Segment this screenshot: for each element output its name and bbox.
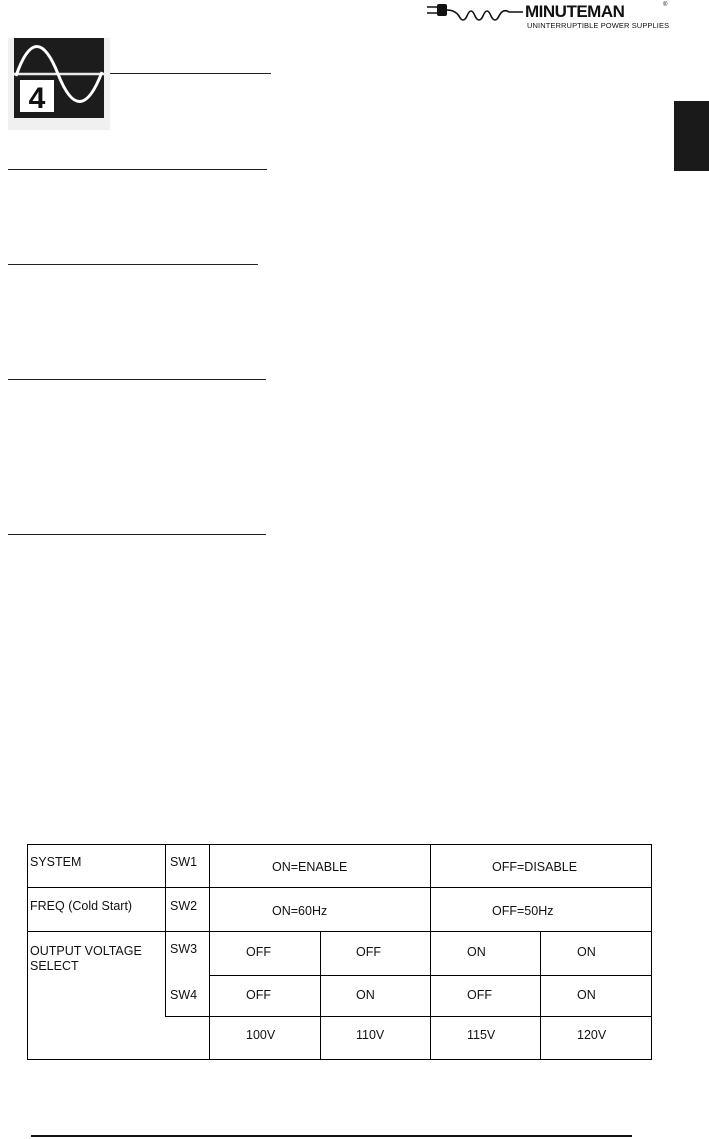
sw2-label: SW2 — [170, 899, 198, 913]
registered-mark: ® — [663, 2, 668, 8]
sw3-value: ON — [577, 945, 596, 959]
sw2-off-value: OFF=50Hz — [492, 904, 554, 918]
sw1-off-value: OFF=DISABLE — [492, 860, 578, 874]
footer-rule — [31, 1135, 632, 1137]
voltage-value: 110V — [356, 1028, 385, 1042]
voltage-value: 115V — [467, 1028, 496, 1042]
sw4-value: OFF — [246, 988, 271, 1002]
sw4-value: ON — [356, 988, 375, 1002]
sw1-on-value: ON=ENABLE — [272, 860, 348, 874]
sw4-label: SW4 — [170, 988, 198, 1002]
brand-tagline: UNINTERRUPTIBLE POWER SUPPLIES — [527, 21, 670, 30]
sw2-on-value: ON=60Hz — [272, 904, 328, 918]
voltage-value: 120V — [577, 1028, 607, 1042]
sw3-value: ON — [467, 945, 486, 959]
sw3-label: SW3 — [170, 942, 198, 956]
section-number: 4 — [28, 82, 46, 115]
output-voltage-label-line1: OUTPUT VOLTAGE — [30, 944, 142, 958]
sw3-value: OFF — [246, 945, 271, 959]
sw3-value: OFF — [356, 945, 381, 959]
system-label: SYSTEM — [30, 855, 82, 869]
sw4-value: OFF — [467, 988, 492, 1002]
voltage-value: 100V — [246, 1028, 276, 1042]
output-voltage-label-line2: SELECT — [30, 959, 79, 973]
brand-name: MINUTEMAN — [525, 2, 625, 21]
sw1-label: SW1 — [170, 855, 198, 869]
sw4-value: ON — [577, 988, 596, 1002]
freq-label: FREQ (Cold Start) — [30, 899, 133, 913]
